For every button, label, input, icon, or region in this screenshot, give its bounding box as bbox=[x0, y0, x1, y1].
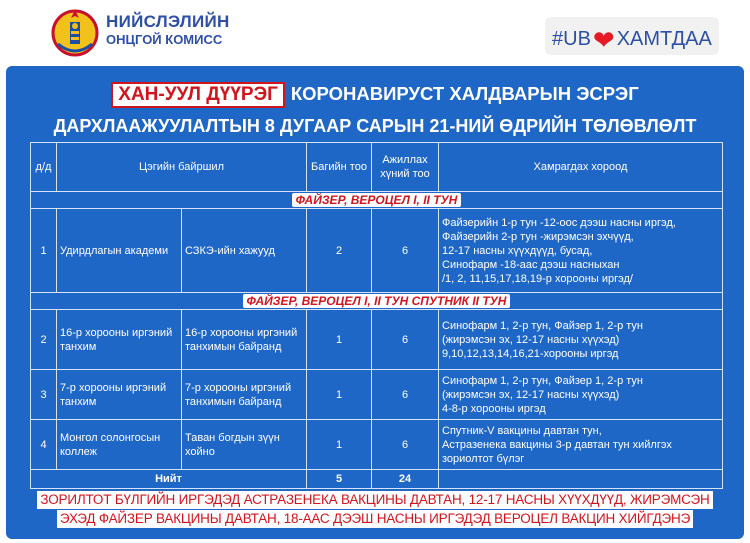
total-teams: 5 bbox=[307, 470, 372, 489]
soyombo-emblem-icon bbox=[48, 4, 102, 58]
total-label: Нийт bbox=[31, 470, 307, 489]
section-row-2 bbox=[31, 293, 723, 310]
organization-name bbox=[106, 13, 230, 49]
footer-note bbox=[28, 491, 722, 529]
section-label-2: ФАЙЗЕР, ВЕРОЦЕЛ I, II ТУН СПУТНИК II ТУН bbox=[243, 294, 511, 308]
section-label-1: ФАЙЗЕР, ВЕРОЦЕЛ I, II ТУН bbox=[292, 193, 462, 207]
coverage-line: 4-8-р хорооны иргэд bbox=[442, 402, 546, 415]
row-num: 1 bbox=[31, 209, 57, 293]
header-num: д/д bbox=[31, 143, 57, 192]
coverage-line: Синофарм 1, 2-р тун, Файзер 1, 2-р тун bbox=[442, 319, 643, 332]
row-num: 2 bbox=[31, 310, 57, 370]
coverage-line: Спутник-V вакцины давтан тун, bbox=[442, 424, 602, 437]
footer-line1: ЗОРИЛТОТ БҮЛГИЙН ИРГЭДЭД АСТРАЗЕНЕКА ВАКЦИНЫ ДАВТАН, 12-17 НАСНЫ ХҮҮХДҮҮД, ЖИРЭМСЭН bbox=[37, 491, 712, 509]
row-location: 7-р хорооны иргэний танхим bbox=[57, 370, 182, 420]
coverage-line: (жирэмсэн эх, 12-17 насны хүүхэд) bbox=[442, 333, 620, 346]
row-coverage bbox=[439, 370, 723, 420]
total-empty bbox=[439, 470, 723, 489]
hashtag bbox=[552, 24, 712, 55]
coverage-line: /1, 2, 11,15,17,18,19-р хорооны иргэд/ bbox=[442, 272, 633, 285]
coverage-line: Файзерийн 1-р тун -12-оос дээш насны иргэд, bbox=[442, 216, 676, 229]
coverage-line: Астразенека вакцины 3-р давтан тун хийлгэх bbox=[442, 438, 672, 451]
row-num: 3 bbox=[31, 370, 57, 420]
org-line1: НИЙСЛЭЛИЙН bbox=[106, 12, 230, 31]
table-row bbox=[31, 209, 723, 293]
row-teams: 1 bbox=[307, 420, 372, 470]
row-coverage bbox=[439, 209, 723, 293]
table-row bbox=[31, 420, 723, 470]
total-staff: 24 bbox=[372, 470, 439, 489]
coverage-line: Синофарм -18-аас дээш насныхан bbox=[442, 258, 620, 271]
row-staff: 6 bbox=[372, 310, 439, 370]
row-location: Монгол солонгосын коллеж bbox=[57, 420, 182, 470]
table-row bbox=[31, 310, 723, 370]
row-place: 16-р хорооны иргэний танхимын байранд bbox=[182, 310, 307, 370]
footer-line2: ЭХЭД ФАЙЗЕР ВАКЦИНЫ ДАВТАН, 18-ААС ДЭЭШ НАСНЫ ИРГЭДЭД ВЕРОЦЕЛ ВАКЦИН ХИЙГДЭНЭ bbox=[57, 510, 693, 528]
section-row-1 bbox=[31, 192, 723, 209]
header-staff: Ажиллах хүний тоо bbox=[372, 143, 439, 192]
hashtag-suffix: ХАМТДАА bbox=[616, 28, 712, 50]
row-teams: 2 bbox=[307, 209, 372, 293]
row-coverage bbox=[439, 310, 723, 370]
row-teams: 1 bbox=[307, 310, 372, 370]
coverage-line: зориолтот бүлэг bbox=[442, 452, 525, 465]
row-num: 4 bbox=[31, 420, 57, 470]
title-line1-text: КОРОНАВИРУСТ ХАЛДВАРЫН ЭСРЭГ bbox=[290, 83, 639, 104]
header-location: Цэгийн байршил bbox=[57, 143, 307, 192]
row-staff: 6 bbox=[372, 209, 439, 293]
row-teams: 1 bbox=[307, 370, 372, 420]
row-place: Таван богдын зүүн хойно bbox=[182, 420, 307, 470]
coverage-line: Файзерийн 2-р тун -жирэмсэн эхчүүд, bbox=[442, 230, 634, 243]
row-place: СЗКЭ-ийн хажууд bbox=[182, 209, 307, 293]
vaccination-plan-table bbox=[30, 142, 723, 489]
district-name: ХАН-УУЛ ДҮҮРЭГ bbox=[111, 82, 285, 108]
hashtag-prefix: #UB bbox=[552, 28, 591, 50]
coverage-line: 12-17 насны хүүхдүүд, бусад, bbox=[442, 244, 593, 257]
header-teams: Багийн тоо bbox=[307, 143, 372, 192]
row-location: 16-р хорооны иргэний танхим bbox=[57, 310, 182, 370]
org-line2: ОНЦГОЙ КОМИСС bbox=[106, 32, 223, 47]
row-coverage bbox=[439, 420, 723, 470]
table-row bbox=[31, 370, 723, 420]
heart-icon: ❤ bbox=[592, 24, 615, 55]
page-title-line2: ДАРХЛААЖУУЛАЛТЫН 8 ДУГААР САРЫН 21-НИЙ ӨДРИЙН ТӨЛӨВЛӨЛТ bbox=[53, 116, 697, 136]
total-row bbox=[31, 470, 723, 489]
header bbox=[0, 0, 750, 62]
row-place: 7-р хорооны иргэний танхимын байранд bbox=[182, 370, 307, 420]
row-staff: 6 bbox=[372, 420, 439, 470]
row-location: Удирдлагын академи bbox=[57, 209, 182, 293]
header-coverage: Хамрагдах хороод bbox=[439, 143, 723, 192]
row-staff: 6 bbox=[372, 370, 439, 420]
coverage-line: (жирэмсэн эх, 12-17 насны хүүхэд) bbox=[442, 388, 620, 401]
coverage-line: Синофарм 1, 2-р тун, Файзер 1, 2-р тун bbox=[442, 374, 643, 387]
coverage-line: 9,10,12,13,14,16,21-хорооны иргэд bbox=[442, 347, 619, 360]
page-title-line1 bbox=[0, 82, 750, 108]
table-header-row bbox=[31, 143, 723, 192]
